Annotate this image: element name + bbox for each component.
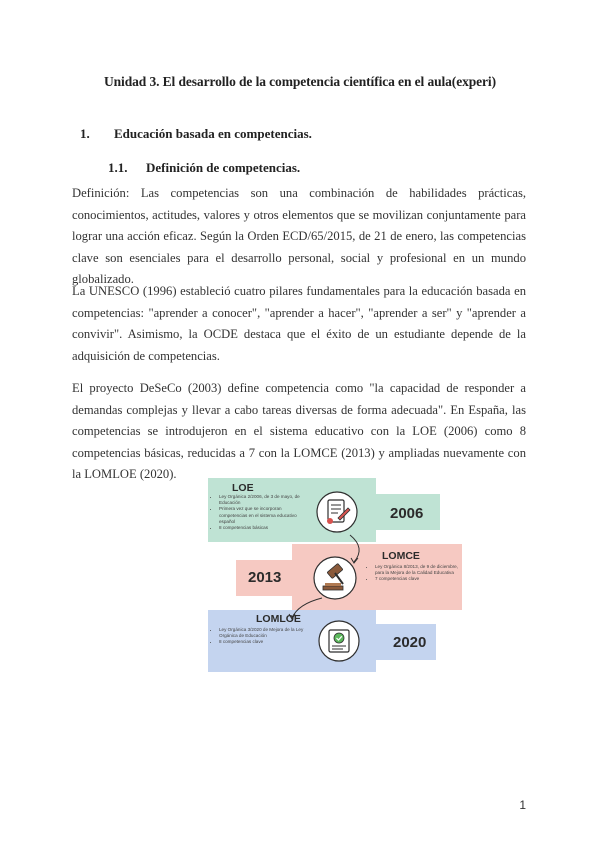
lomloe-year: 2020: [393, 634, 427, 651]
lomce-year: 2013: [248, 569, 282, 586]
lomce-bullet: • 7 competencias clave: [375, 576, 458, 582]
paragraph-definition: Definición: Las competencias son una combinación de habilidades prácticas, conocimientos, actitudes, valores y otros elementos que se movilizan conjuntamente para lograr una acción eficaz. Según la Orden ECD/65/2015, de 21 de enero, las competencias clave son esenciales para el desarrollo personal, social y profesional en un mundo globalizado.: [72, 186, 526, 286]
paragraph-deseco: El proyecto DeSeCo (2003) define competencia como "la capacidad de responder a demandas complejas y llevar a cabo tareas diversas de forma adecuada". En España, las competencias se introdujeron en el sistema educativo con la LOE (2006) como 8 competencias básicas, reducidas a 7 con la LOMCE (2013) y ampliadas nuevamente con la LOMLOE (2020).: [72, 381, 526, 481]
loe-bullet: • Ley Orgánica 2/2006, de 3 de mayo, de Educación: [219, 494, 304, 506]
section-number: 1.: [80, 126, 90, 141]
lomce-bullet: • Ley Orgánica 8/2013, de 9 de diciembre, para la Mejora de la Calidad Educativa: [375, 564, 458, 576]
subsection-number: 1.1.: [108, 160, 128, 175]
paragraph-unesco: La UNESCO (1996) estableció cuatro pilares fundamentales para la educación basada en competencias: "aprender a conocer", "aprender a hacer", "aprender a ser" y "aprender a convivir". Asimismo, la OCDE destaca que el éxito de un estudiante depende de la adquisición de competencias.: [72, 284, 526, 363]
lomloe-label: LOMLOE: [256, 613, 301, 625]
page-number: 1: [519, 798, 526, 812]
loe-bullet: • Primera vez que se incorporan competencias en el sistema educativo español: [219, 506, 304, 525]
lomce-label: LOMCE: [382, 550, 420, 562]
document-title: Unidad 3. El desarrollo de la competencia científica en el aula(experi): [104, 74, 496, 89]
lomloe-bullet: • 8 competencias clave: [219, 639, 308, 645]
subsection-title: Definición de competencias.: [146, 160, 301, 175]
lomloe-bullet: • Ley Orgánica 3/2020 de Mejora de la Ley Orgánica de Educación: [219, 627, 308, 639]
loe-bullet: • 8 competencias básicas: [219, 525, 304, 531]
section-title: Educación basada en competencias.: [114, 126, 312, 141]
loe-label: LOE: [232, 482, 254, 494]
loe-year: 2006: [390, 505, 424, 522]
